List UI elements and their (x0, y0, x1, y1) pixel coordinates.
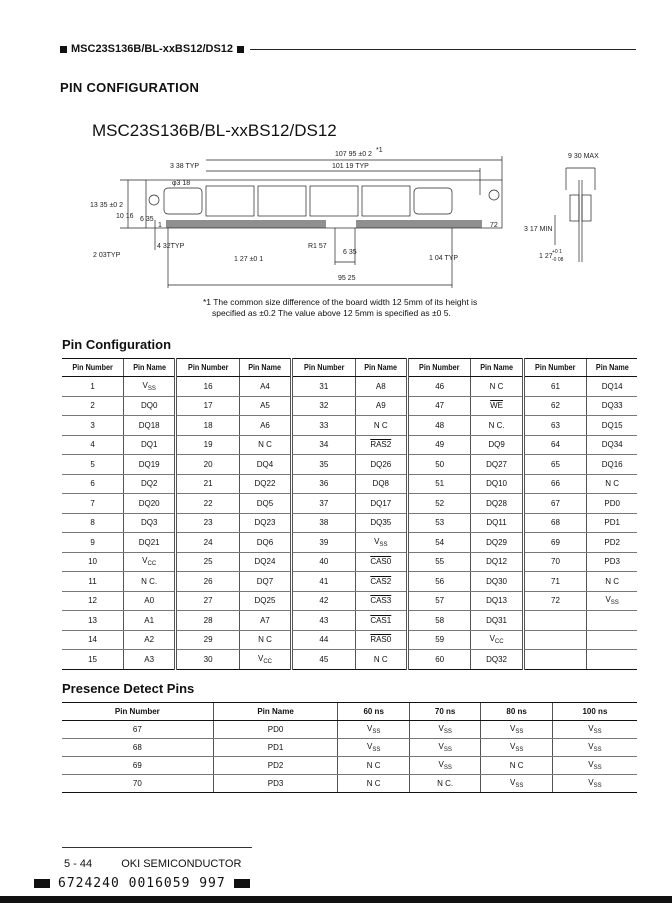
pin-name-cell: $\overline{WE}$ (471, 396, 523, 416)
pin-number-cell: 23 (176, 513, 240, 533)
pin-name-cell: DQ13 (471, 591, 523, 611)
pin-config-title: Pin Configuration (62, 337, 172, 352)
pin-name-cell: CAS0 (355, 552, 407, 572)
pin-name-cell: DQ16 (587, 455, 637, 475)
pin-number-cell (523, 650, 587, 670)
column-header: Pin Name (358, 359, 405, 377)
pin-name-cell: DQ15 (587, 416, 637, 436)
pin-name-cell (587, 630, 637, 650)
presence-detect-title: Presence Detect Pins (62, 681, 195, 696)
column-header: 80 ns (481, 703, 552, 721)
diagram-part-label: MSC23S136B/BL-xxBS12/DS12 (92, 121, 337, 140)
column-header: Pin Name (242, 359, 289, 377)
svg-text:6 35: 6 35 (140, 216, 154, 223)
pin-number-cell: 66 (523, 474, 587, 494)
pin-number-cell: 38 (292, 513, 356, 533)
table-cell: $V_{SS}$ (338, 739, 409, 757)
pin-number-cell: 34 (292, 435, 356, 455)
table-row (62, 533, 637, 553)
pin-number-cell: 5 (62, 455, 124, 475)
table-cell: $V_{SS}$ (481, 775, 552, 793)
table-row (62, 455, 637, 475)
pin-number-cell: 44 (292, 630, 356, 650)
pin-number-cell: 53 (407, 513, 471, 533)
pin-name-cell: CAS2 (355, 572, 407, 592)
page-footer (64, 858, 241, 870)
pin-name-cell: DQ28 (471, 494, 523, 514)
column-header: Pin Number (62, 703, 213, 721)
pin-number-cell: 63 (523, 416, 587, 436)
table-row (62, 572, 637, 592)
pin-number-cell: 39 (292, 533, 356, 553)
header-part-title: MSC23S136B/BL-xxBS12/DS12 (71, 43, 234, 55)
pin-number-cell: 2 (62, 396, 124, 416)
pin-number-cell: 29 (176, 630, 240, 650)
running-header (60, 43, 636, 55)
table-row (62, 396, 637, 416)
pin-number-cell: 6 (62, 474, 124, 494)
pin-name-cell: DQ8 (355, 474, 407, 494)
svg-text:72: 72 (490, 222, 498, 229)
table-cell: PD3 (213, 775, 338, 793)
pin-name-cell: N C (355, 416, 407, 436)
pin-name-cell: N C (587, 572, 637, 592)
pin-number-cell: 7 (62, 494, 124, 514)
pin-number-cell: 56 (407, 572, 471, 592)
table-row (62, 757, 637, 775)
pin-number-cell: 36 (292, 474, 356, 494)
svg-text:3 17 MIN: 3 17 MIN (524, 226, 553, 233)
pin-name-cell: $V_{SS}$ (587, 591, 637, 611)
column-header: Pin Number (179, 359, 236, 377)
dim-overall-width: 107 95 ±0 2 (335, 151, 372, 158)
pin-name-cell: DQ7 (239, 572, 291, 592)
table-row (62, 474, 637, 494)
pin-name-cell: DQ24 (239, 552, 291, 572)
footnote: *1 The common size difference of the board width 12 5mm of its height is specified as ±0.2 The value above 12 5mm is specified as ±0 5. (203, 297, 478, 318)
black-block-icon (34, 879, 50, 888)
table-row (62, 630, 637, 650)
pin-name-cell (587, 650, 637, 670)
pin-name-cell: DQ3 (124, 513, 176, 533)
footer-rule (62, 847, 252, 848)
pin-name-cell: $V_{CC}$ (124, 552, 176, 572)
pin-number-cell: 14 (62, 630, 124, 650)
table-cell: $V_{SS}$ (552, 757, 637, 775)
table-row (62, 775, 637, 793)
table-cell: PD2 (213, 757, 338, 775)
pin-number-cell: 33 (292, 416, 356, 436)
module-outline-diagram (60, 140, 640, 300)
pin-name-cell: DQ6 (239, 533, 291, 553)
pin-name-cell: $V_{CC}$ (471, 630, 523, 650)
svg-text:4 32TYP: 4 32TYP (157, 243, 185, 250)
svg-text:101 19 TYP: 101 19 TYP (332, 163, 369, 170)
pin-number-cell: 41 (292, 572, 356, 592)
pin-number-cell: 22 (176, 494, 240, 514)
pin-number-cell: 12 (62, 591, 124, 611)
svg-text:2 03TYP: 2 03TYP (93, 252, 121, 259)
table-cell: PD0 (213, 721, 338, 739)
table-row (62, 513, 637, 533)
pin-number-cell: 69 (523, 533, 587, 553)
column-header: 60 ns (338, 703, 409, 721)
table-row (62, 416, 637, 436)
pin-number-cell: 30 (176, 650, 240, 670)
pin-number-cell: 1 (62, 377, 124, 397)
pin-number-cell: 10 (62, 552, 124, 572)
pin-name-cell: A2 (124, 630, 176, 650)
pin-name-cell: N C. (124, 572, 176, 592)
pin-number-cell: 15 (62, 650, 124, 670)
pin-name-cell: DQ9 (471, 435, 523, 455)
pin-name-cell: DQ17 (355, 494, 407, 514)
pin-name-cell: A8 (355, 377, 407, 397)
pin-name-cell: DQ35 (355, 513, 407, 533)
pin-number-cell: 43 (292, 611, 356, 631)
pin-name-cell: DQ4 (239, 455, 291, 475)
pin-number-cell: 31 (292, 377, 356, 397)
pin-number-cell: 25 (176, 552, 240, 572)
pin-number-cell: 68 (523, 513, 587, 533)
pin-name-cell: DQ29 (471, 533, 523, 553)
pin-number-cell: 11 (62, 572, 124, 592)
pin-number-cell: 59 (407, 630, 471, 650)
pin-number-cell: 27 (176, 591, 240, 611)
pin-name-cell: N C (239, 435, 291, 455)
pin-number-cell: 67 (523, 494, 587, 514)
pin-name-cell: N C. (471, 416, 523, 436)
svg-text:9 30 MAX: 9 30 MAX (568, 153, 599, 160)
section-title: PIN CONFIGURATION (60, 80, 200, 95)
pin-number-cell: 51 (407, 474, 471, 494)
pin-name-cell: DQ18 (124, 416, 176, 436)
pin-name-cell: DQ30 (471, 572, 523, 592)
pin-name-cell: N C (355, 650, 407, 670)
pin-number-cell: 65 (523, 455, 587, 475)
pin-name-cell: RAS0 (355, 630, 407, 650)
pin-number-cell: 4 (62, 435, 124, 455)
pin-name-cell: CAS3 (355, 591, 407, 611)
column-header: Pin Name (589, 359, 634, 377)
pin-name-cell: A4 (239, 377, 291, 397)
pin-number-cell: 3 (62, 416, 124, 436)
pin-name-cell: A3 (124, 650, 176, 670)
svg-text:1: 1 (158, 222, 162, 229)
svg-text:95 25: 95 25 (338, 275, 356, 282)
pin-name-cell: DQ20 (124, 494, 176, 514)
pin-number-cell: 20 (176, 455, 240, 475)
pin-name-cell: DQ1 (124, 435, 176, 455)
pin-number-cell: 70 (523, 552, 587, 572)
pin-name-cell: DQ31 (471, 611, 523, 631)
catalog-code: 6724240 0016059 997 (26, 876, 258, 891)
pin-number-cell: 49 (407, 435, 471, 455)
bottom-edge-bar (0, 896, 672, 903)
table-cell: $V_{SS}$ (552, 739, 637, 757)
column-header: Pin Number (65, 359, 120, 377)
pin-number-cell: 45 (292, 650, 356, 670)
pin-config-table (62, 358, 637, 670)
pin-number-cell: 26 (176, 572, 240, 592)
svg-text:1 27 ±0 1: 1 27 ±0 1 (234, 256, 264, 263)
table-row (62, 494, 637, 514)
pin-name-cell: DQ14 (587, 377, 637, 397)
table-cell: $V_{SS}$ (338, 721, 409, 739)
svg-text:3 38 TYP: 3 38 TYP (170, 163, 200, 170)
pin-number-cell: 16 (176, 377, 240, 397)
table-cell: $V_{SS}$ (409, 721, 480, 739)
table-cell: N C (338, 757, 409, 775)
pin-number-cell: 24 (176, 533, 240, 553)
pin-name-cell: PD2 (587, 533, 637, 553)
pin-name-cell: N C (471, 377, 523, 397)
pin-name-cell: DQ19 (124, 455, 176, 475)
pin-name-cell: DQ32 (471, 650, 523, 670)
black-block-icon (234, 879, 250, 888)
pin-name-cell: $V_{CC}$ (239, 650, 291, 670)
svg-text:1 04 TYP: 1 04 TYP (429, 255, 459, 262)
pin-name-cell: A5 (239, 396, 291, 416)
pin-number-cell: 35 (292, 455, 356, 475)
table-cell: N C (338, 775, 409, 793)
pin-name-cell: DQ34 (587, 435, 637, 455)
table-row (62, 552, 637, 572)
pin-number-cell: 57 (407, 591, 471, 611)
pin-name-cell: A7 (239, 611, 291, 631)
pin-name-cell (587, 611, 637, 631)
table-cell: 67 (62, 721, 213, 739)
square-bullet-icon (60, 46, 67, 53)
pin-number-cell: 72 (523, 591, 587, 611)
pin-number-cell: 37 (292, 494, 356, 514)
table-row (62, 739, 637, 757)
column-header: Pin Name (213, 703, 338, 721)
pin-number-cell: 18 (176, 416, 240, 436)
pin-number-cell: 50 (407, 455, 471, 475)
column-header: Pin Number (411, 359, 468, 377)
svg-text:φ3 18: φ3 18 (172, 180, 191, 187)
pin-name-cell: A0 (124, 591, 176, 611)
pin-name-cell: A1 (124, 611, 176, 631)
column-header: 70 ns (409, 703, 480, 721)
pin-number-cell: 19 (176, 435, 240, 455)
pin-number-cell: 55 (407, 552, 471, 572)
pin-number-cell: 71 (523, 572, 587, 592)
svg-text:6 35: 6 35 (343, 249, 357, 256)
table-row (62, 650, 637, 670)
pin-name-cell: CAS1 (355, 611, 407, 631)
pin-number-cell: 58 (407, 611, 471, 631)
pin-number-cell: 54 (407, 533, 471, 553)
company-name: OKI SEMICONDUCTOR (121, 858, 242, 870)
pin-number-cell: 17 (176, 396, 240, 416)
pin-number-cell: 61 (523, 377, 587, 397)
pin-number-cell: 21 (176, 474, 240, 494)
pin-number-cell (523, 630, 587, 650)
table-row (62, 435, 637, 455)
svg-text:-0 08: -0 08 (552, 257, 564, 263)
table-cell: $V_{SS}$ (481, 721, 552, 739)
pin-number-cell: 42 (292, 591, 356, 611)
pin-name-cell: $V_{SS}$ (124, 377, 176, 397)
pin-number-cell: 62 (523, 396, 587, 416)
square-bullet-icon (237, 46, 244, 53)
column-header: 100 ns (552, 703, 637, 721)
pin-number-cell: 8 (62, 513, 124, 533)
table-row (62, 591, 637, 611)
table-cell: PD1 (213, 739, 338, 757)
svg-text:1 27: 1 27 (539, 253, 553, 260)
table-cell: $V_{SS}$ (481, 739, 552, 757)
svg-text:10 16: 10 16 (116, 213, 134, 220)
pin-number-cell (523, 611, 587, 631)
svg-text:R1 57: R1 57 (308, 243, 327, 250)
pin-number-cell: 48 (407, 416, 471, 436)
pin-name-cell: DQ27 (471, 455, 523, 475)
table-row (62, 377, 637, 397)
table-row (62, 721, 637, 739)
table-cell: $V_{SS}$ (409, 757, 480, 775)
svg-text:*1: *1 (376, 147, 383, 154)
svg-text:13 35 ±0 2: 13 35 ±0 2 (90, 202, 124, 209)
pin-number-cell: 32 (292, 396, 356, 416)
pin-number-cell: 47 (407, 396, 471, 416)
pin-number-cell: 28 (176, 611, 240, 631)
pin-name-cell: A9 (355, 396, 407, 416)
pin-name-cell: A6 (239, 416, 291, 436)
pin-number-cell: 52 (407, 494, 471, 514)
pin-name-cell: N C (239, 630, 291, 650)
pin-name-cell: DQ5 (239, 494, 291, 514)
column-header: Pin Number (295, 359, 352, 377)
table-cell: 68 (62, 739, 213, 757)
pin-name-cell: RAS2 (355, 435, 407, 455)
svg-text:+0 1: +0 1 (552, 249, 562, 255)
page-number: 5 - 44 (64, 858, 93, 870)
pin-number-cell: 9 (62, 533, 124, 553)
column-header: Pin Name (474, 359, 521, 377)
pin-name-cell: DQ2 (124, 474, 176, 494)
pin-name-cell: PD3 (587, 552, 637, 572)
pin-name-cell: DQ12 (471, 552, 523, 572)
table-cell: N C. (409, 775, 480, 793)
table-cell: N C (481, 757, 552, 775)
pin-number-cell: 64 (523, 435, 587, 455)
table-row (62, 611, 637, 631)
pin-name-cell: DQ21 (124, 533, 176, 553)
table-cell: 70 (62, 775, 213, 793)
pin-name-cell: PD0 (587, 494, 637, 514)
pin-name-cell: N C (587, 474, 637, 494)
column-header: Pin Number (526, 359, 583, 377)
pin-name-cell: DQ23 (239, 513, 291, 533)
pin-name-cell: DQ33 (587, 396, 637, 416)
pin-name-cell: $V_{SS}$ (355, 533, 407, 553)
pin-name-cell: DQ0 (124, 396, 176, 416)
presence-detect-table (62, 702, 637, 793)
pin-number-cell: 13 (62, 611, 124, 631)
pin-name-cell: DQ25 (239, 591, 291, 611)
pin-name-cell: PD1 (587, 513, 637, 533)
pin-number-cell: 60 (407, 650, 471, 670)
table-cell: $V_{SS}$ (552, 775, 637, 793)
header-rule (250, 49, 636, 50)
pin-name-cell: DQ26 (355, 455, 407, 475)
table-cell: $V_{SS}$ (552, 721, 637, 739)
pin-number-cell: 46 (407, 377, 471, 397)
pin-name-cell: DQ22 (239, 474, 291, 494)
pin-number-cell: 40 (292, 552, 356, 572)
column-header: Pin Name (126, 359, 173, 377)
pin-name-cell: DQ11 (471, 513, 523, 533)
table-cell: $V_{SS}$ (409, 739, 480, 757)
pin-name-cell: DQ10 (471, 474, 523, 494)
table-cell: 69 (62, 757, 213, 775)
